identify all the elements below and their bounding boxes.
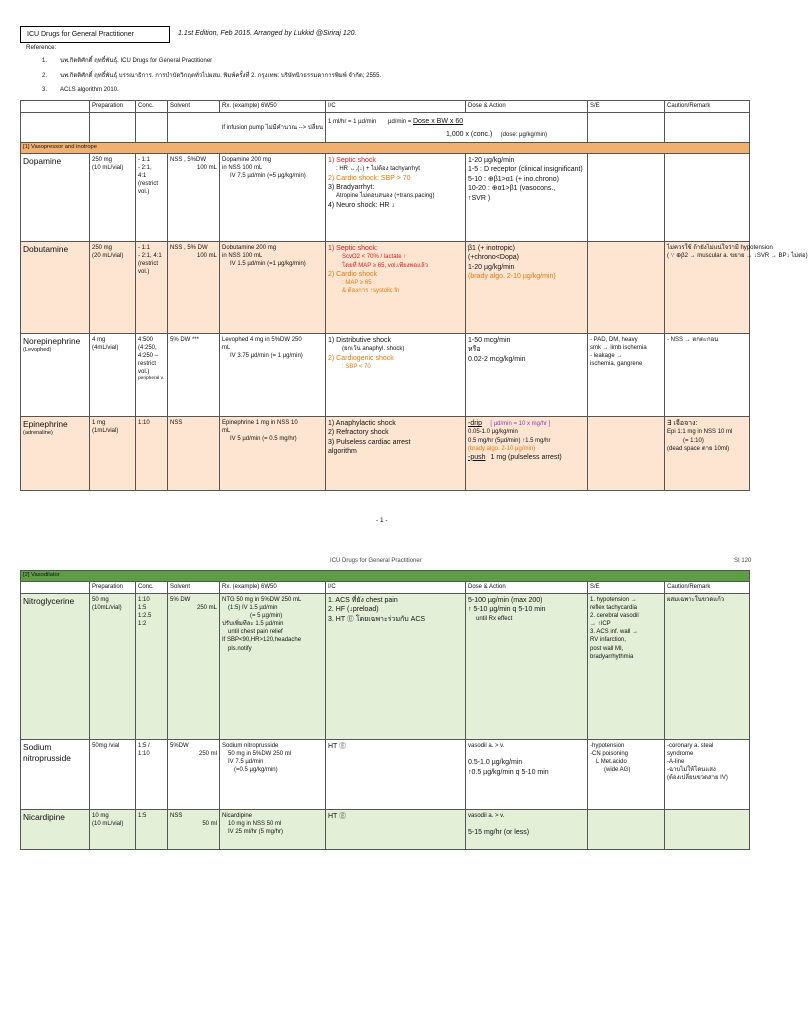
running-header-right: SI 120	[734, 558, 752, 564]
running-header: ICU Drugs for General Practitioner	[330, 558, 422, 564]
drug-name: Dopamine	[23, 156, 62, 166]
drug-row-dopamine: Dopamine 250 mg (10 mL/vial) - 1:1 - 2:1, 4:1 (restrict vol.) NSS , 5%DW 100 mL Dopamine 200 mg in NSS 100 mL IV 7.5 µd/min (=5 µg/kg/min) 1) Septic shock : HR ↔,(↓) + ไม่ต้อง tachyarrhyt 2) Cardio shock: SBP > 70 3) Bradyarrhyt: Atropine ไม่ตอบสนอง (+trans.pacing) 4) Neuro shock: HR ↓ 1-20 µg/kg/min 1-5 : D receptor (clinical insignificant) 5-10 : ⊕β1>α1 (+ ino.chrono) 10-20 : ⊕α1>β1 (vasocons., ↑SVR )	[21, 154, 750, 242]
infusion-formula-row: If infusion pump ไม่มีคำนวณ --> ปลี่ยน 1 ml/hr = 1 µd/min µd/min = Dose x BW x 60 1,000 x (conc.) (dose: µg/kg/min)	[21, 113, 750, 143]
section-header-vasodilator: [2] Vasodilator	[21, 571, 750, 582]
drug-name: Sodium	[23, 742, 52, 752]
reference-label: Reference:	[26, 44, 57, 51]
table-header: Preparation Conc. Solvent Rx. (example) 6W50 I/C Dose & Action S/E Caution/Remark	[21, 582, 750, 594]
vasopressor-table	[20, 100, 808, 491]
document-title: ICU Drugs for General Practitioner	[20, 26, 170, 43]
drug-row-norepinephrine: Norepinephrine (Levophed) 4 mg (4mL/vial) 4:500 (4:250, 4:250 – restrict vol.) peripheral v. 5% DW *** Levophed 4 mg in 5%DW 250 mL IV 3.75 µd/min (= 1 µg/min) 1) Distributive shock (ยกเว้น anaphyl. shock) 2) Cardiogenic shock : SBP < 70 1-50 mcg/min หรือ 0.02-2 mcg/kg/min - PAD, DM, heavy smk → limb ischemia - leakage → ischemia, gangrene - NSS → ตกตะกอน	[21, 334, 750, 417]
section-header-vasopressor: [1] Vasopressor and inotrope	[21, 143, 750, 154]
infusion-note: If infusion pump ไม่มีคำนวณ --> ปลี่ยน	[221, 125, 323, 132]
drug-name: Norepinephrine	[23, 336, 81, 346]
drug-name: Nicardipine	[23, 812, 65, 822]
drug-row-epinephrine: Epinephrine (adrenaline) 1 mg (1mL/vial) 1:10 NSS Epinephrine 1 mg in NSS 10 mL IV 5 µd/min (= 0.5 mg/hr) 1) Anaphylactic shock 2) Refractory shock 3) Pulseless cardiac arrest algorithm -drip [ µd/min = 10 x mg/hr ] 0.05-1.0 µg/kg/min 0.5 mg/hr (5µd/min) ↑1.5 mg/hr (brady algo. 2-10 µg/min) -push 1 mg (pulseless arrest) ∃ เจือจาง: Epi 1:1 mg in NSS 10 ml (= 1:10) (dead space ตาย 10ml)	[21, 417, 750, 491]
drug-name: Epinephrine	[23, 419, 68, 429]
table-header: Preparation Conc. Solvent Rx. (example) 6W50 I/C Dose & Action S/E Caution/Remark	[21, 101, 750, 113]
edition-note: 1.1st Edition, Feb 2015. Arranged by Lukkid @Siriraj 120.	[178, 30, 357, 37]
drug-name: Nitroglycerine	[23, 596, 75, 606]
drug-row-nitroglycerine: Nitroglycerine 50 mg (10mL/vial) 1:10 1:5 1:2.5 1:2 5% DW 250 mL NTG 50 mg in 5%DW 250 mL (1:5) IV 1.5 µd/min (= 5 µg/min) ปรับเพิ่มทีละ 1.5 µd/min until chest pain relief If SBP<90,HR>120,headache pls.notify 1. ACS ที่ยัง chest pain 2. HF (↓preload) 3. HT Ⓔ โดยเฉพาะร่วมกับ ACS 5-100 µg/min (max 200) ↑ 5-10 µg/min q 5-10 min until Rx effect 1. hypotension → reflex tachycardia 2. cerebral vasodil → ↑ICP 3. ACS inf. wall → RV infarction, post wall MI, bradyarrhythmia ผสมเฉพาะในขวดแก้ว	[21, 594, 750, 740]
drug-row-dobutamine: Dobutamine 250 mg (20 mL/vial) - 1:1 - 2:1, 4:1 (restrict vol.) NSS , 5% DW 100 mL Dobutamine 200 mg in NSS 100 mL IV 1.5 µd/min (=1 µg/kg/min) 1) Septic shock: ScvO2 < 70% / lactate ↑ โดยที่ MAP ≥ 65, vol.เพียงพอแล้ว 2) Cardio shock : MAP ≥ 65 & ต้องการ ↑systolic fn β1 (+ inotropic) (+chrono<Dopa) 1-20 µg/kg/min (brady algo. 2-10 µg/kg/min) ไม่ควรใช้ ถ้ายังไม่แน่ใจว่ามี hypotension ( ∵ ⊕β2 → muscular a. ขยาย → ↓SVR → BP↓ ไม่ต่อ)	[21, 242, 750, 334]
reference-item: 3. ACLS algorithm 2010.	[42, 87, 119, 93]
page-number: - 1 -	[376, 517, 388, 524]
drug-row-nicardipine: Nicardipine 10 mg (10 mL/vial) 1:5 NSS 50 ml Nicardipine 10 mg in NSS 50 ml IV 25 ml/hr (5 mg/hr) HT Ⓔ vasodil a. > v. 5-15 mg/hr (or less)	[21, 810, 750, 850]
drug-name: Dobutamine	[23, 244, 69, 254]
vasodilator-table	[20, 570, 750, 850]
drug-row-nitroprusside: Sodium nitroprusside 50mg /vial 1:5 / 1:10 5%DW 250 ml Sodium nitroprusside 50 mg in 5%DW 250 ml IV 7.5 µd/min (=0.5 µg/kg/min) HT Ⓔ vasodil a. > v. 0.5-1.0 µg/kg/min ↑0.5 µg/kg/min q 5-10 min -hypotension -CN poisoning L Met.acido (wide AG) -coronary a. steal syndrome -A-line -ฉาบไม่ให้โดนแสง (ต้องเปลี่ยนขวดสาย IV)	[21, 740, 750, 810]
reference-item: 1. นพ.กิตติศักดิ์ ฤทธิ์พันธุ์. ICU Drugs for General Practitioner	[42, 58, 213, 64]
reference-item: 2. นพ.กิตติศักดิ์ ฤทธิ์พันธุ์ บรรณาธิการ. การบำบัดวิกฤตทั่วไปผสม. พิมพ์ครั้งที่ 2. กรุงเทพ: บริษัทนิวธรรมดาการพิมพ์ จำกัด; 2555.	[42, 73, 382, 79]
